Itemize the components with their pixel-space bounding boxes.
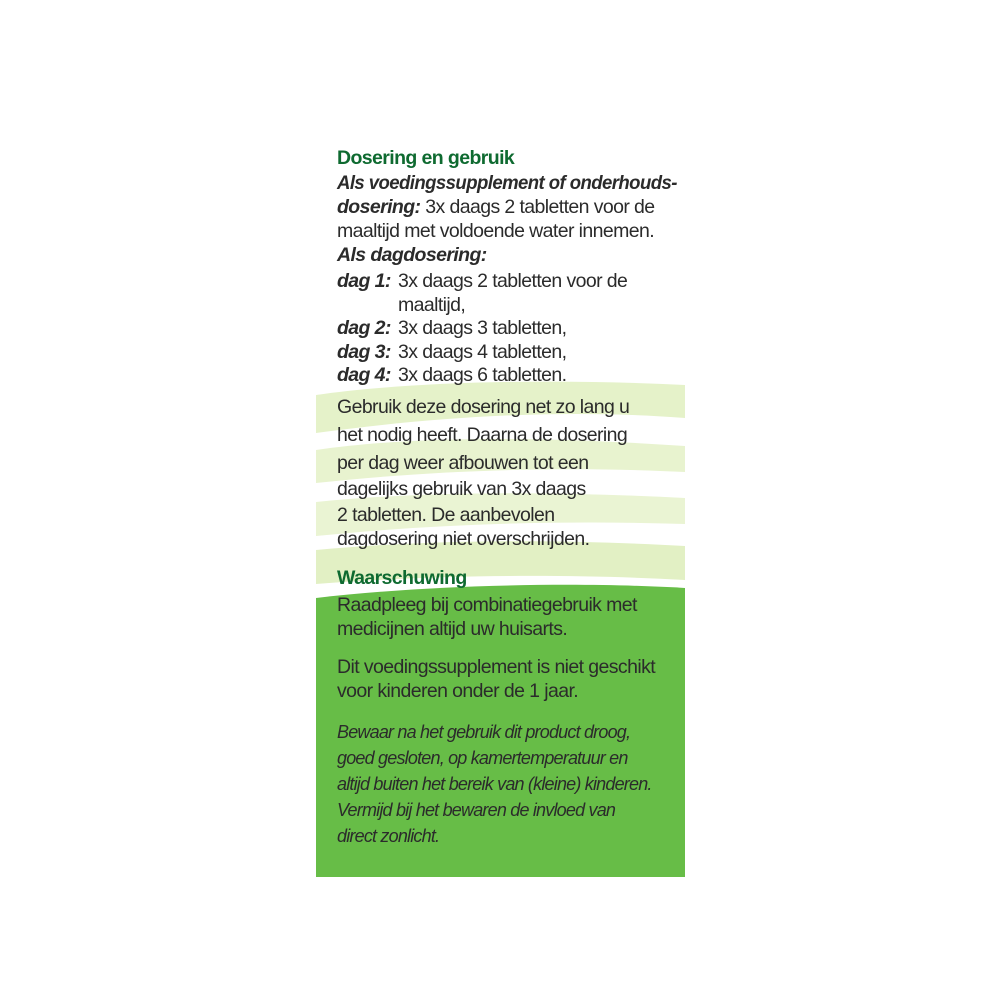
day-label: dag 3: [337,340,391,363]
storage-line: goed gesloten, op kamertemperatuur en [337,748,628,768]
day-row [337,294,627,318]
storage-line: Vermijd bij het bewaren de invloed van [337,800,616,820]
supplement-text-line-1: 3x daags 2 tabletten voor de [420,196,655,218]
warning-line: voor kinderen onder de 1 jaar. [337,680,579,702]
day-row [337,317,627,341]
storage-line: direct zonlicht. [337,826,440,846]
storage-line: altijd buiten het bereik van (kleine) kinderen. [337,774,652,794]
dosering-paragraph-line: het nodig heeft. Daarna de dosering [337,424,628,446]
dosering-paragraph-line: dagdosering niet overschrijden. [337,528,590,550]
day-schedule [337,270,627,388]
day-text: 3x daags 3 tabletten, [398,317,567,339]
supplement-line-2 [337,196,655,220]
dosering-paragraph-line: dagelijks gebruik van 3x daags [337,478,586,500]
dosering-heading: Dosering en gebruik [337,147,515,169]
label-panel [316,100,685,877]
day-label: dag 4: [337,364,391,386]
supplement-text-line-2: maaltijd met voldoende water innemen. [337,220,655,242]
dosering-paragraph-line: 2 tabletten. De aanbevolen [337,504,555,526]
supplement-label-line-2: dosering: [337,196,421,218]
warning-line: Raadpleeg bij combinatiegebruik met [337,594,637,616]
day-row [337,270,627,294]
day-row [337,341,627,365]
day-text: 3x daags 2 tabletten voor de [398,270,628,292]
day-label: dag 2: [337,317,391,339]
day-text: 3x daags 6 tabletten. [398,364,567,386]
warning-line: Dit voedingssupplement is niet geschikt [337,656,656,678]
waarschuwing-heading: Waarschuwing [337,567,467,589]
supplement-label-line-1: Als voedingssupplement of onderhouds- [337,172,677,194]
day-label: dag 1: [337,270,391,292]
day-text: 3x daags 4 tabletten, [398,340,567,363]
warning-line: medicijnen altijd uw huisarts. [337,618,568,640]
day-text: maaltijd, [398,293,466,316]
dosering-paragraph-line: per dag weer afbouwen tot een [337,452,589,474]
dosering-paragraph-line: Gebruik deze dosering net zo lang u [337,396,630,418]
storage-line: Bewaar na het gebruik dit product droog, [337,722,631,742]
day-row [337,364,627,388]
dagdosering-label: Als dagdosering: [337,244,487,266]
